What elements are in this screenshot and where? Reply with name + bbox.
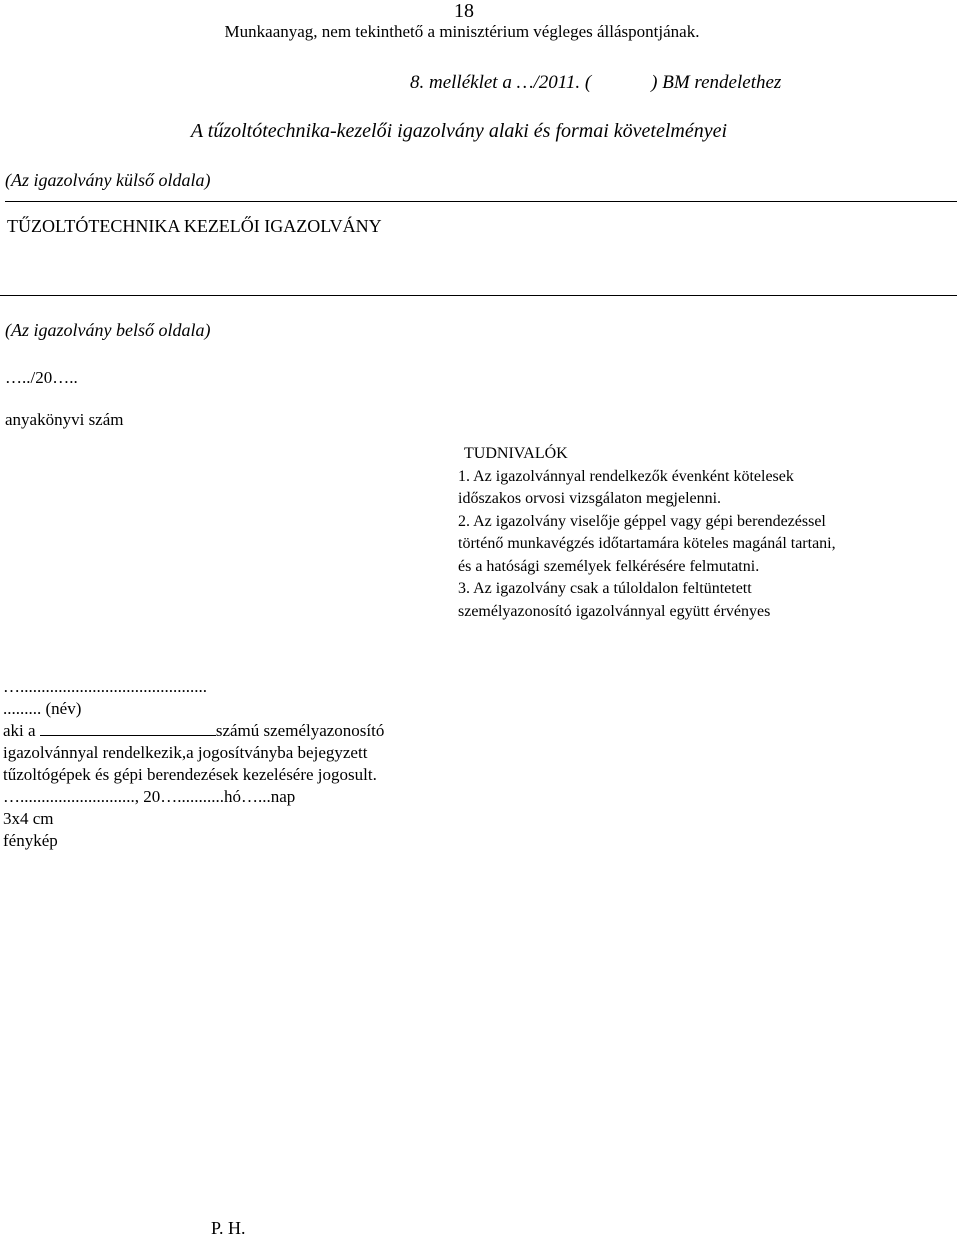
attachment-reference bbox=[410, 72, 781, 94]
registry-label: anyakönyvi szám bbox=[5, 410, 124, 429]
photo-label: fénykép bbox=[3, 831, 58, 850]
divider-bottom bbox=[0, 295, 957, 296]
photo-size: 3x4 cm bbox=[3, 809, 54, 828]
outer-side-label: (Az igazolvány külső oldala) bbox=[5, 170, 211, 190]
notice-line: 1. Az igazolvánnyal rendelkezők évenként kötelesek bbox=[458, 467, 794, 485]
notice-line: 2. Az igazolvány viselője géppel vagy gépi berendezéssel bbox=[458, 512, 826, 530]
inner-side-label: (Az igazolvány belső oldala) bbox=[5, 320, 211, 340]
document-title: A tűzoltótechnika-kezelői igazolvány alaki és formai követelményei bbox=[190, 120, 728, 142]
attachment-prefix: 8. melléklet a …/2011. ( bbox=[410, 72, 592, 93]
id-number-blank bbox=[40, 721, 216, 736]
dots-line: …............................................ bbox=[3, 677, 207, 696]
notice-line: és a hatósági személyek felkérésére felmutatni. bbox=[458, 557, 760, 575]
stamp-placeholder: P. H. bbox=[211, 1218, 246, 1238]
attachment-suffix: ) BM rendelethez bbox=[651, 72, 782, 93]
notice-line: személyazonosító igazolvánnyal együtt érvényes bbox=[458, 602, 771, 620]
divider-top bbox=[5, 201, 957, 202]
date-line: …..........................., 20…...........hó…...nap bbox=[3, 787, 296, 806]
holder-line-4: tűzoltógépek és gépi berendezések kezelésére jogosult. bbox=[3, 765, 377, 784]
id-prefix: aki a bbox=[3, 721, 40, 740]
id-line bbox=[3, 720, 523, 742]
notice-line: időszakos orvosi vizsgálaton megjelenni. bbox=[458, 490, 722, 507]
card-title: TŰZOLTÓTECHNIKA KEZELŐI IGAZOLVÁNY bbox=[7, 216, 382, 236]
page-number: 18 bbox=[454, 0, 474, 22]
notice-line: 3. Az igazolvány csak a túloldalon feltüntetett bbox=[458, 580, 752, 597]
id-suffix: számú személyazonosító bbox=[215, 721, 385, 740]
draft-note: Munkaanyag, nem tekinthető a minisztérium végleges álláspontjának. bbox=[224, 22, 700, 41]
registry-number: …../20….. bbox=[5, 368, 78, 387]
name-line: ......... (név) bbox=[3, 699, 82, 718]
notice-block bbox=[458, 443, 938, 623]
holder-block bbox=[3, 676, 523, 852]
notice-title: TUDNIVALÓK bbox=[464, 445, 568, 462]
holder-line-3: igazolvánnyal rendelkezik,a jogosítványba bejegyzett bbox=[3, 743, 368, 762]
notice-line: történő munkavégzés időtartamára köteles magánál tartani, bbox=[458, 535, 836, 552]
